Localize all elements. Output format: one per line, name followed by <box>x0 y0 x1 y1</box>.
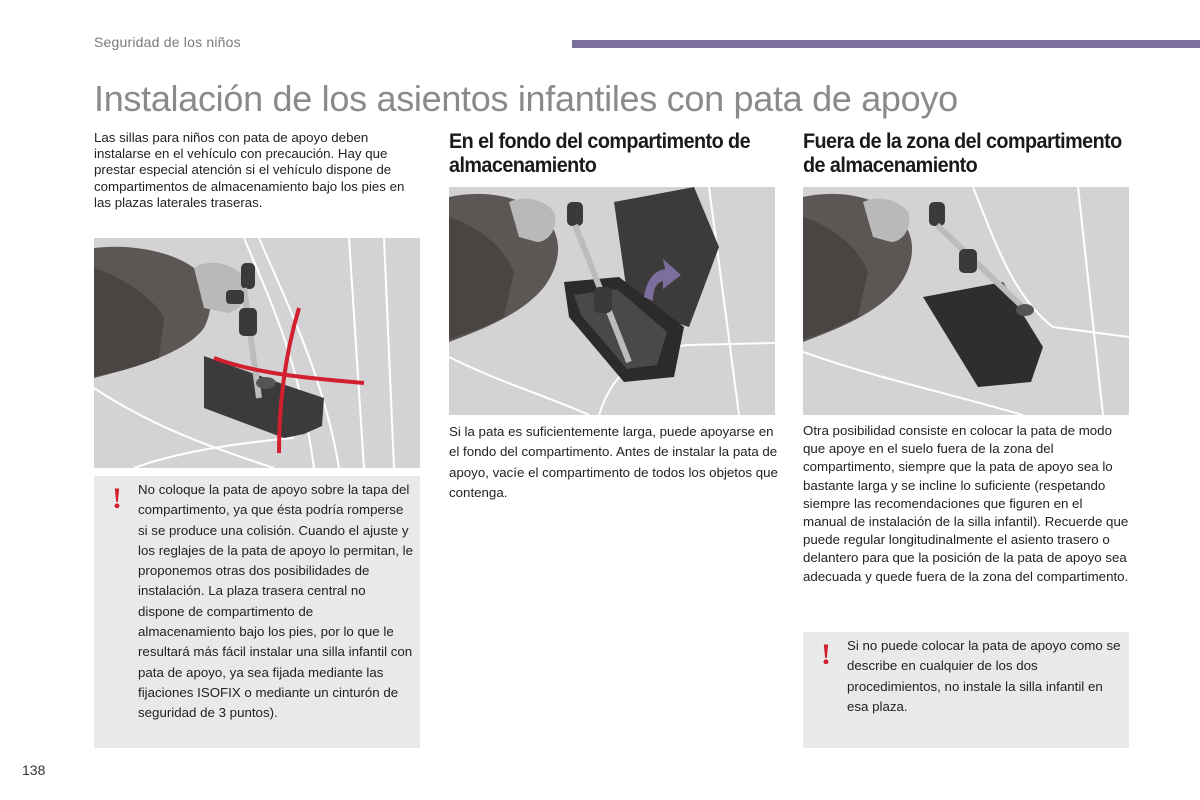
heading-inside-compartment: En el fondo del compartimento de almacenamiento <box>449 129 751 177</box>
inside-compartment-text: Si la pata es suficientemente larga, puede apoyarse en el fondo del compartimento. Antes de instalar la pata de apoyo, vacíe el compartimento de todos los objetos que contenga. <box>449 424 778 500</box>
warning-box-right <box>803 632 1129 748</box>
warning-text-left: No coloque la pata de apoyo sobre la tapa del compartimento, ya que ésta podría romperse si se produce una colisión. Cuando el ajuste y los reglajes de la pata de apoyo lo permitan, le proponemos otras dos posibilidades de instalación. La plaza trasera central no dispone de compartimento de almacenamiento bajo los pies, por lo que le resultará más fácil instalar una silla infantil con pata de apoyo, ya sea fijada mediante las fijaciones ISOFIX o mediante un cinturón de seguridad de 3 puntos). <box>138 482 413 721</box>
header-accent-bar <box>572 40 1200 48</box>
intro-paragraph: Las sillas para niños con pata de apoyo deben instalarse en el vehículo con precaución. Hay que prestar especial atención si el vehículo dispone de compartimentos de almacenamiento bajo los pies en las plazas laterales traseras. <box>94 130 405 210</box>
section-label: Seguridad de los niños <box>94 34 241 50</box>
warning-box-left <box>94 476 420 748</box>
illustration-incorrect-installation <box>94 238 420 468</box>
illustration-leg-inside-compartment <box>449 187 775 415</box>
illustration-leg-outside-compartment <box>803 187 1129 415</box>
heading-outside-compartment: Fuera de la zona del compartimento de almacenamiento <box>803 129 1122 177</box>
warning-text-right: Si no puede colocar la pata de apoyo como se describe en cualquier de los dos procedimientos, no instale la silla infantil en esa plaza. <box>847 638 1121 714</box>
outside-compartment-text: Otra posibilidad consiste en colocar la pata de modo que apoye en el suelo fuera de la zona del compartimento, siempre que la pata de apoyo sea lo bastante larga y se incline lo suficiente (respetando siempre las recomendaciones que figuren en el manual de instalación de la silla infantil). Recuerde que puede regular longitudinalmente el asiento trasero o delantero para que la posición de la pata de apoyo sea adecuada y quede fuera de la zona del compartimento. <box>803 423 1129 584</box>
warning-icon: ! <box>821 638 831 671</box>
warning-icon: ! <box>112 482 122 515</box>
page-title: Instalación de los asientos infantiles con pata de apoyo <box>94 78 958 119</box>
page-number: 138 <box>22 762 46 778</box>
